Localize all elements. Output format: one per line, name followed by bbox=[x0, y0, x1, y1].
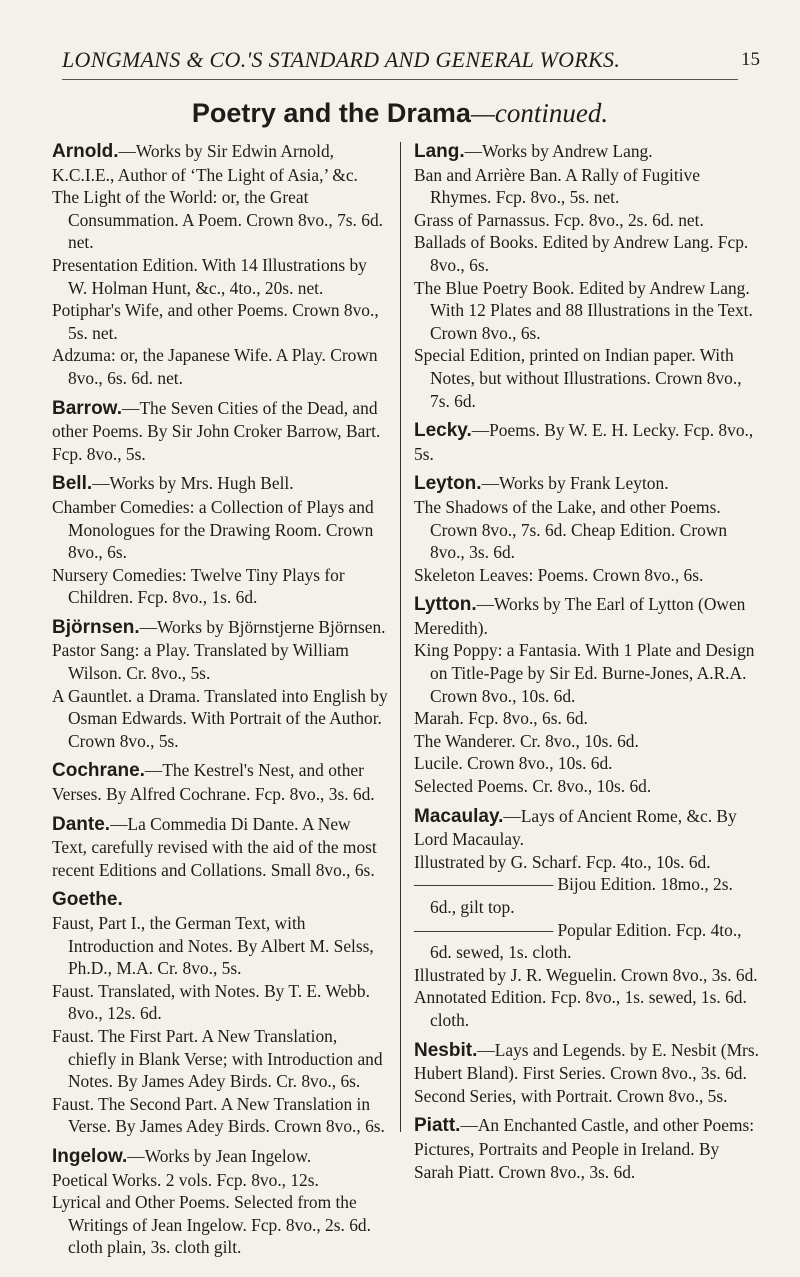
work-listing: Presentation Edition. With 14 Illustrations by W. Holman Hunt, &c., 4to., 20s. net. bbox=[52, 254, 367, 298]
work-listing: Faust, Part I., the German Text, with Introduction and Notes. By Albert M. Selss, Ph.D., M.A. Cr. 8vo., 5s. bbox=[52, 913, 374, 979]
author-name: Bell. bbox=[52, 473, 93, 495]
entry-heading bbox=[52, 888, 388, 912]
entry-heading bbox=[414, 805, 760, 851]
running-title: LONGMANS & CO.'S STANDARD AND GENERAL WORKS. bbox=[62, 47, 738, 80]
entry-intro: —La Commedia Di Dante. A New Text, carefully revised with the aid of the most recent Editions and Collations. Small 8vo., 6s. bbox=[52, 813, 377, 880]
catalogue-entry bbox=[52, 397, 388, 466]
catalogue-entry bbox=[52, 759, 388, 805]
catalogue-entry bbox=[52, 1145, 388, 1259]
work-listing: Lucile. Crown 8vo., 10s. 6d. bbox=[414, 753, 613, 774]
work-listing: Ban and Arrière Ban. A Rally of Fugitive Rhymes. Fcp. 8vo., 5s. net. bbox=[414, 164, 700, 208]
work-listing: Faust. The Second Part. A New Translation in Verse. By James Adey Birds. Crown 8vo., 6s. bbox=[52, 1093, 385, 1137]
entry-heading bbox=[414, 593, 760, 639]
section-title-main: Poetry and the Drama bbox=[191, 98, 471, 128]
work-listing: Marah. Fcp. 8vo., 6s. 6d. bbox=[414, 708, 588, 729]
work-listing: ———————— Popular Edition. Fcp. 4to., 6d. sewed, 1s. cloth. bbox=[414, 919, 742, 963]
entry-intro: —The Seven Cities of the Dead, and other Poems. By Sir John Croker Barrow, Bart. Fcp. 8vo., 5s. bbox=[52, 397, 381, 464]
entry-heading bbox=[52, 616, 388, 640]
catalogue-entry bbox=[52, 888, 388, 1138]
work-listing: Illustrated by G. Scharf. Fcp. 4to., 10s. 6d. bbox=[414, 851, 711, 872]
author-name: Cochrane. bbox=[52, 760, 145, 782]
author-name: Piatt. bbox=[414, 1115, 461, 1137]
author-name: Leyton. bbox=[414, 473, 482, 495]
catalogue-entry bbox=[414, 140, 760, 412]
author-name: Barrow. bbox=[52, 397, 123, 419]
section-title-suffix: —continued. bbox=[470, 98, 609, 128]
entry-intro: —Works by The Earl of Lytton (Owen Meredith). bbox=[414, 594, 746, 638]
work-listing: Poetical Works. 2 vols. Fcp. 8vo., 12s. bbox=[52, 1169, 319, 1190]
author-name: Goethe. bbox=[52, 889, 123, 911]
entry-heading bbox=[52, 397, 388, 466]
entry-heading bbox=[52, 759, 388, 805]
work-listing: A Gauntlet. a Drama. Translated into English by Osman Edwards. With Portrait of the Author. Crown 8vo., 5s. bbox=[52, 685, 388, 751]
entry-heading bbox=[52, 813, 388, 882]
entry-intro: —Lays of Ancient Rome, &c. By Lord Macaulay. bbox=[414, 805, 737, 850]
work-listing: Ballads of Books. Edited by Andrew Lang. Fcp. 8vo., 6s. bbox=[414, 232, 749, 275]
work-listing: The Blue Poetry Book. Edited by Andrew Lang. With 12 Plates and 88 Illustrations in the Text. Crown 8vo., 6s. bbox=[414, 277, 753, 343]
author-name: Macaulay. bbox=[414, 805, 504, 827]
work-listing: Potiphar's Wife, and other Poems. Crown 8vo., 5s. net. bbox=[52, 300, 379, 343]
entry-heading bbox=[414, 1039, 760, 1108]
work-listing: Illustrated by J. R. Weguelin. Crown 8vo., 3s. 6d. bbox=[414, 964, 758, 985]
catalogue-entry bbox=[52, 472, 388, 609]
author-name: Nesbit. bbox=[414, 1039, 478, 1061]
author-name: Björnsen. bbox=[52, 616, 140, 638]
author-name: Lecky. bbox=[414, 420, 472, 442]
catalogue-entry bbox=[414, 1114, 760, 1183]
entry-intro: —Works by Mrs. Hugh Bell. bbox=[92, 473, 294, 494]
entry-intro: —An Enchanted Castle, and other Poems: Pictures, Portraits and People in Ireland. By Sarah Piatt. Crown 8vo., 3s. 6d. bbox=[414, 1115, 755, 1182]
entry-intro: —The Kestrel's Nest, and other Verses. By Alfred Cochrane. Fcp. 8vo., 3s. 6d. bbox=[52, 760, 375, 805]
entry-intro: —Works by Jean Ingelow. bbox=[127, 1145, 312, 1166]
work-listing: Pastor Sang: a Play. Translated by William Wilson. Cr. 8vo., 5s. bbox=[52, 640, 349, 684]
work-listing: The Shadows of the Lake, and other Poems. Crown 8vo., 7s. 6d. Cheap Edition. Crown 8vo., 3s. 6d. bbox=[414, 496, 728, 563]
catalogue-entry bbox=[52, 616, 388, 753]
author-name: Lang. bbox=[414, 141, 465, 162]
work-listing: Grass of Parnassus. Fcp. 8vo., 2s. 6d. net. bbox=[414, 209, 704, 230]
work-listing: Special Edition, printed on Indian paper. With Notes, but without Illustrations. Crown 8vo., 7s. 6d. bbox=[414, 345, 742, 411]
work-listing: The Wanderer. Cr. 8vo., 10s. 6d. bbox=[414, 730, 639, 751]
catalogue-entry bbox=[52, 140, 388, 390]
work-listing: Lyrical and Other Poems. Selected from the Writings of Jean Ingelow. Fcp. 8vo., 2s. 6d. cloth plain, 3s. cloth gilt. bbox=[52, 1192, 371, 1258]
section-title bbox=[0, 98, 800, 129]
catalogue-entry bbox=[414, 1039, 760, 1108]
work-listing: Faust. The First Part. A New Translation, chiefly in Blank Verse; with Introduction and Notes. By James Adey Birds. Cr. 8vo., 6s. bbox=[52, 1025, 383, 1092]
entry-intro: —Works by Björnstjerne Björnsen. bbox=[139, 616, 386, 637]
entry-heading bbox=[414, 472, 760, 496]
page-number: 15 bbox=[741, 49, 760, 70]
author-name: Dante. bbox=[52, 813, 111, 835]
entry-intro: —Lays and Legends. by E. Nesbit (Mrs. Hubert Bland). First Series. Crown 8vo., 3s. 6d. Second Series, with Portrait. Crown 8vo., 5s. bbox=[414, 1039, 759, 1106]
entry-heading bbox=[414, 1114, 760, 1183]
catalogue-entry bbox=[414, 805, 760, 1032]
work-listing: King Poppy: a Fantasia. With 1 Plate and Design on Title-Page by Sir Ed. Burne-Jones, A.R.A. Crown 8vo., 10s. 6d. bbox=[414, 640, 755, 706]
work-listing: Skeleton Leaves: Poems. Crown 8vo., 6s. bbox=[414, 564, 704, 585]
entry-heading bbox=[52, 1145, 388, 1169]
left-column bbox=[52, 140, 388, 1266]
entry-intro: —Works by Sir Edwin Arnold, K.C.I.E., Author of ‘The Light of Asia,’ &c. bbox=[52, 141, 358, 185]
entry-heading bbox=[414, 419, 760, 465]
work-listing: Adzuma: or, the Japanese Wife. A Play. Crown 8vo., 6s. 6d. net. bbox=[52, 345, 378, 388]
work-listing: Selected Poems. Cr. 8vo., 10s. 6d. bbox=[414, 776, 652, 797]
author-name: Ingelow. bbox=[52, 1145, 128, 1167]
catalogue-entry bbox=[414, 472, 760, 586]
work-listing: The Light of the World: or, the Great Consummation. A Poem. Crown 8vo., 7s. 6d. net. bbox=[52, 187, 383, 253]
author-name: Arnold. bbox=[52, 141, 119, 162]
entry-intro: —Works by Andrew Lang. bbox=[464, 141, 653, 161]
work-listing: Chamber Comedies: a Collection of Plays and Monologues for the Drawing Room. Crown 8vo., 6s. bbox=[52, 496, 374, 563]
entry-heading bbox=[52, 140, 388, 186]
catalogue-entry bbox=[414, 593, 760, 797]
entry-heading bbox=[414, 140, 760, 164]
right-column bbox=[414, 140, 760, 1190]
catalogue-entry bbox=[52, 813, 388, 882]
catalogue-entry bbox=[414, 419, 760, 465]
author-name: Lytton. bbox=[414, 594, 477, 616]
entry-heading bbox=[52, 472, 388, 496]
work-listing: Annotated Edition. Fcp. 8vo., 1s. sewed, 1s. 6d. cloth. bbox=[414, 987, 747, 1030]
column-divider bbox=[400, 142, 401, 1132]
entry-intro: —Works by Frank Leyton. bbox=[481, 473, 669, 494]
work-listing: ———————— Bijou Edition. 18mo., 2s. 6d., gilt top. bbox=[414, 874, 733, 917]
work-listing: Nursery Comedies: Twelve Tiny Plays for Children. Fcp. 8vo., 1s. 6d. bbox=[52, 564, 345, 608]
entry-intro: —Poems. By W. E. H. Lecky. Fcp. 8vo., 5s. bbox=[414, 420, 754, 464]
work-listing: Faust. Translated, with Notes. By T. E. Webb. 8vo., 12s. 6d. bbox=[52, 980, 370, 1024]
